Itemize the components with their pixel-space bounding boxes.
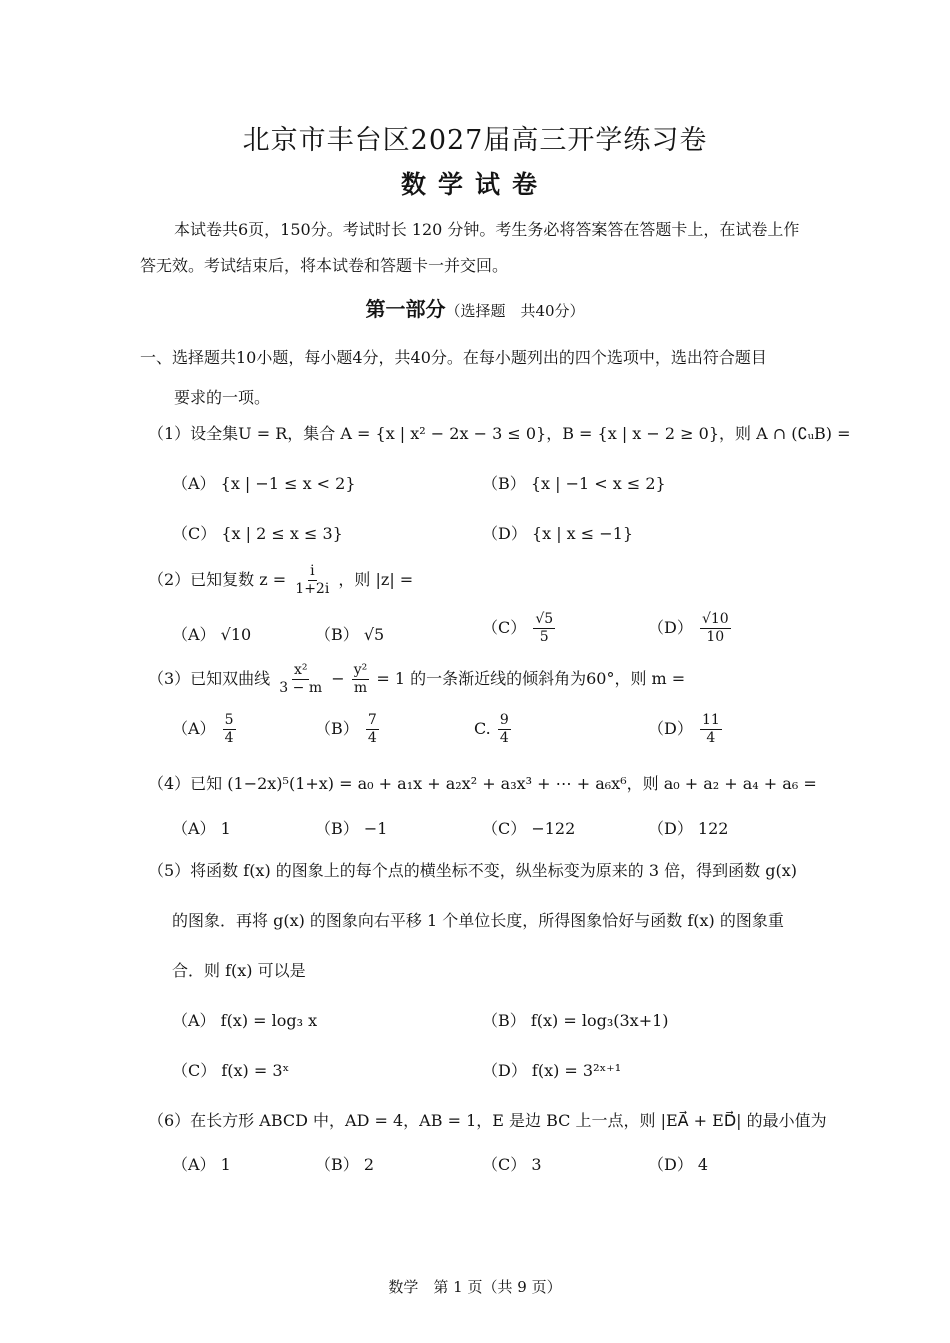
question-6-option-b: （B） 2: [315, 1155, 375, 1174]
question-1-option-a: （A） {x | −1 ≤ x < 2}: [172, 474, 356, 493]
option-label: （B）: [315, 719, 359, 738]
question-3-fraction-x: [277, 662, 324, 697]
exam-subtitle: 数学试卷: [400, 170, 549, 199]
question-2-option-d: [648, 611, 733, 646]
part-note: （选择题 共40分）: [445, 302, 585, 320]
option-fraction: [498, 712, 511, 747]
fraction-numerator: 11: [701, 712, 720, 728]
question-2-option-b: （B） √5: [315, 625, 385, 644]
question-4-option-c: （C） −122: [482, 819, 576, 838]
option-fraction: [533, 611, 555, 646]
question-3-stem-pre: （3）已知双曲线: [148, 669, 271, 688]
fraction-numerator: 7: [367, 712, 377, 728]
question-1-option-c: （C） {x | 2 ≤ x ≤ 3}: [172, 524, 343, 543]
question-3-stem: [148, 662, 685, 697]
question-2-option-a: （A） √10: [172, 625, 252, 644]
question-5-option-b: （B） f(x) = log₃(3x+1): [482, 1011, 669, 1030]
section-line-1: 一、选择题共10小题，每小题4分，共40分。在每小题列出的四个选项中，选出符合题目: [140, 348, 767, 367]
question-3-option-c: [474, 712, 513, 747]
section-instructions: [140, 338, 810, 418]
question-5-line-1: （5）将函数 f(x) 的图象上的每个点的横坐标不变，纵坐标变为原来的 3 倍，得到函数 g(x): [148, 861, 797, 880]
option-label: （D）: [648, 719, 693, 738]
question-2-stem: [148, 563, 413, 598]
fraction-denominator: 1+2i: [295, 581, 330, 597]
fraction-numerator: 5: [224, 712, 234, 728]
option-fraction: [700, 611, 731, 646]
question-5-option-c: （C） f(x) = 3ˣ: [172, 1061, 290, 1080]
question-5-option-d: （D） f(x) = 3²ˣ⁺¹: [482, 1061, 622, 1080]
fraction-numerator: y²: [353, 662, 368, 678]
question-6-option-d: （D） 4: [648, 1155, 709, 1174]
fraction-numerator: √5: [535, 611, 554, 627]
fraction-denominator: m: [353, 680, 368, 696]
question-1-stem: （1）设全集U = R，集合 A = {x | x² − 2x − 3 ≤ 0}，B = {x | x − 2 ≥ 0}，则 A ∩ (∁ᵤB) =: [148, 424, 851, 443]
question-3-option-a: [172, 712, 238, 747]
question-5-line-2: 的图象．再将 g(x) 的图象向右平移 1 个单位长度，所得图象恰好与函数 f(x) 的图象重: [172, 911, 784, 930]
question-3-option-d: [648, 712, 724, 747]
question-3-fraction-y: [352, 662, 370, 697]
question-4-stem: （4）已知 (1−2x)⁵(1+x) = a₀ + a₁x + a₂x² + a₃x³ + ⋯ + a₆x⁶，则 a₀ + a₂ + a₄ + a₆ =: [148, 774, 817, 793]
question-3-stem-post: = 1 的一条渐近线的倾斜角为60°，则 m =: [376, 669, 686, 688]
question-4-option-d: （D） 122: [648, 819, 729, 838]
question-2-fraction: [293, 563, 331, 598]
question-1-option-b: （B） {x | −1 < x ≤ 2}: [482, 474, 666, 493]
option-label: （D）: [648, 618, 693, 637]
question-4-option-a: （A） 1: [172, 819, 231, 838]
exam-title: 北京市丰台区2027届高三开学练习卷: [242, 125, 708, 156]
minus-sign: −: [331, 669, 345, 688]
page-footer: 数学 第 1 页（共 9 页）: [388, 1278, 562, 1296]
question-6-stem: （6）在长方形 ABCD 中，AD = 4，AB = 1，E 是边 BC 上一点，则 |EA⃗ + ED⃗| 的最小值为: [148, 1111, 827, 1130]
option-label: C.: [474, 719, 491, 738]
fraction-denominator: 4: [367, 730, 377, 746]
question-6-option-a: （A） 1: [172, 1155, 231, 1174]
option-fraction: [223, 712, 236, 747]
fraction-denominator: 3 − m: [279, 680, 323, 696]
option-fraction: [366, 712, 379, 747]
fraction-denominator: 4: [499, 730, 509, 746]
fraction-denominator: 4: [224, 730, 234, 746]
option-label: （C）: [482, 618, 527, 637]
fraction-numerator: x²: [293, 662, 308, 678]
option-fraction: [700, 712, 722, 747]
exam-instructions: 本试卷共6页，150分。考试时长 120 分钟。考生务必将答案答在答题卡上，在试卷上作答无效。考试结束后，将本试卷和答题卡一并交回。: [140, 220, 800, 275]
question-5-option-a: （A） f(x) = log₃ x: [172, 1011, 318, 1030]
question-1-option-d: （D） {x | x ≤ −1}: [482, 524, 634, 543]
section-line-2: 要求的一项。: [174, 388, 271, 407]
fraction-numerator: 9: [499, 712, 509, 728]
question-2-stem-post: ，则 |z| =: [338, 570, 414, 589]
question-5-line-3: 合．则 f(x) 可以是: [172, 961, 306, 980]
option-label: （A）: [172, 719, 216, 738]
part-heading: [0, 293, 950, 322]
fraction-numerator: √10: [701, 611, 729, 627]
question-2-stem-pre: （2）已知复数 z =: [148, 570, 287, 589]
question-4-option-b: （B） −1: [315, 819, 388, 838]
fraction-numerator: i: [310, 563, 315, 579]
fraction-denominator: 4: [706, 730, 716, 746]
fraction-denominator: 10: [706, 629, 725, 645]
fraction-denominator: 5: [539, 629, 549, 645]
question-6-option-c: （C） 3: [482, 1155, 542, 1174]
question-3-option-b: [315, 712, 381, 747]
question-2-option-c: [482, 611, 557, 646]
part-title: 第一部分: [365, 297, 446, 321]
